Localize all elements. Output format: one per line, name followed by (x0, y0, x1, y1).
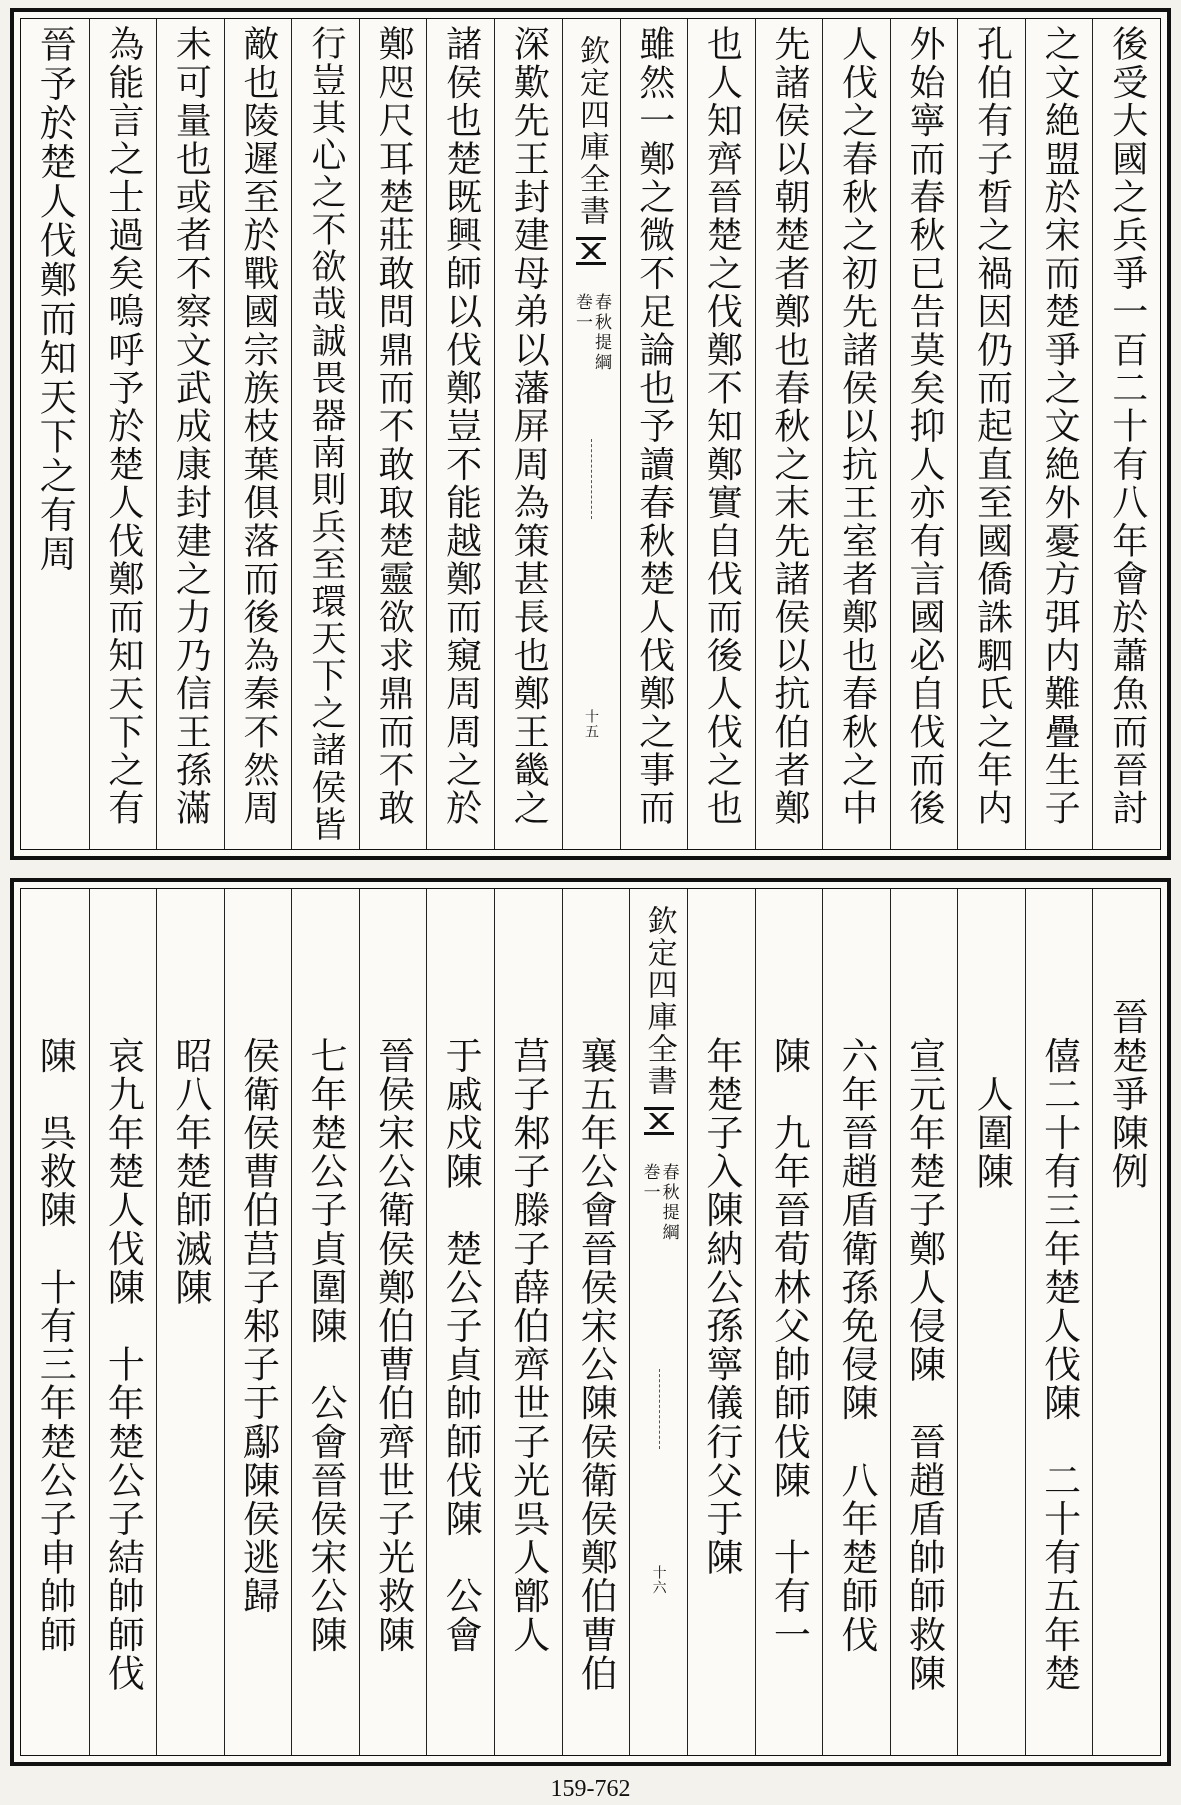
text-column (957, 889, 1025, 1755)
text-column (822, 19, 890, 849)
column-text: 哀九年楚人伐陳 十年楚公子結帥師伐 (101, 959, 145, 1693)
band-book-title: 春秋提綱 (658, 1163, 679, 1243)
column-text: 鄭咫尺耳楚莊敢問鼎而不敢取楚靈欲求鼎而不敢 (373, 25, 415, 828)
column-text: 先諸侯以朝楚者鄭也春秋之末先諸侯以抗伯者鄭 (768, 25, 810, 828)
column-text: 為能言之士過矣嗚呼予於楚人伐鄭而知天下之有 (102, 25, 144, 828)
fishtail-mark-icon (576, 237, 606, 265)
column-text: 後受大國之兵爭一百二十有八年會於蕭魚而晉討 (1106, 25, 1148, 828)
column-text: 侯衛侯曹伯莒子邾子于鄬陳侯逃歸 (236, 959, 280, 1616)
column-text: 深歎先王封建母弟以藩屏周為策甚長也鄭王畿之 (508, 25, 550, 828)
text-column (21, 19, 89, 849)
band-volume: 巻一 (639, 1163, 660, 1203)
text-column (1092, 19, 1160, 849)
text-column (687, 889, 755, 1755)
text-column (291, 19, 359, 849)
band-dash-line (591, 439, 592, 519)
text-column (957, 19, 1025, 849)
column-text: 六年晉趙盾衛孫免侵陳 八年楚師伐 (834, 959, 878, 1654)
band-title: 欽定四庫全書 (574, 35, 609, 227)
column-text: 諸侯也楚既興師以伐鄭豈不能越鄭而窺周周之於 (440, 25, 482, 828)
column-text: 宣元年楚子鄭人侵陳 晉趙盾帥師救陳 (902, 959, 946, 1693)
text-column (1025, 19, 1093, 849)
column-text: 年楚子入陳納公孫寧儀行父于陳 (699, 959, 743, 1577)
band-page-number: 十六 (650, 1565, 667, 1595)
text-column (1092, 889, 1160, 1755)
text-column (89, 889, 157, 1755)
text-column (620, 19, 688, 849)
column-text: 敵也陵遲至於戰國宗族枝葉俱落而後為秦不然周 (237, 25, 279, 828)
text-column (89, 19, 157, 849)
column-text: 孔伯有子晳之禍因仍而起直至國僑誅駟氏之年内 (971, 25, 1013, 828)
bottom-page (10, 878, 1171, 1766)
text-column (687, 19, 755, 849)
column-text: 未可量也或者不察文武成康封建之力乃信王孫滿 (170, 25, 212, 828)
column-text: 僖二十有三年楚人伐陳 二十有五年楚 (1037, 959, 1081, 1693)
fishtail-band (562, 19, 620, 849)
column-text: 晉楚爭陳例 (1105, 959, 1149, 1191)
band-book-title: 春秋提綱 (591, 293, 611, 373)
text-column (890, 19, 958, 849)
text-column (822, 889, 890, 1755)
band-subtitle (641, 1163, 677, 1243)
text-column (359, 19, 427, 849)
top-page (10, 8, 1171, 860)
column-text: 陳 九年晉荀林父帥師伐陳 十有一 (767, 959, 811, 1654)
fishtail-mark-icon (644, 1107, 674, 1135)
text-column (426, 19, 494, 849)
band-page-number: 十五 (583, 709, 599, 739)
column-text: 之文絶盟於宋而楚爭之文絶外憂方弭内難疊生子 (1039, 25, 1081, 828)
text-column (494, 19, 562, 849)
column-text: 人圍陳 (970, 959, 1014, 1191)
band-title: 欽定四庫全書 (641, 905, 677, 1097)
text-column (291, 889, 359, 1755)
band-volume: 巻一 (572, 293, 592, 333)
column-text: 昭八年楚師滅陳 (168, 959, 212, 1307)
text-column (426, 889, 494, 1755)
column-text: 也人知齊晉楚之伐鄭不知鄭實自伐而後人伐之也 (701, 25, 743, 828)
column-text: 于戚戍陳 楚公子貞帥師伐陳 公會 (439, 959, 483, 1654)
text-column (156, 889, 224, 1755)
fishtail-band (629, 889, 687, 1755)
column-text: 莒子邾子滕子薛伯齊世子光呉人鄫人 (506, 959, 550, 1654)
page-code: 159-762 (550, 1776, 631, 1802)
text-column (755, 889, 823, 1755)
column-text: 晉侯宋公衛侯鄭伯曹伯齊世子光救陳 (371, 959, 415, 1654)
text-column (1025, 889, 1093, 1755)
bottom-page-text-frame (20, 888, 1161, 1756)
column-text: 七年楚公子貞圍陳 公會晉侯宋公陳 (304, 959, 348, 1654)
column-text: 陳 呉救陳 十有三年楚公子申帥師 (33, 959, 77, 1654)
text-column (21, 889, 89, 1755)
text-column (224, 19, 292, 849)
text-column (224, 889, 292, 1755)
text-column (156, 19, 224, 849)
band-subtitle (573, 293, 609, 373)
top-page-text-frame (20, 18, 1161, 850)
text-column (890, 889, 958, 1755)
column-text: 晉予於楚人伐鄭而知天下之有周 (33, 25, 77, 574)
column-text: 人伐之春秋之初先諸侯以抗王室者鄭也春秋之中 (836, 25, 878, 828)
text-column (359, 889, 427, 1755)
text-column (494, 889, 562, 1755)
band-dash-line (659, 1369, 660, 1449)
column-text: 襄五年公會晉侯宋公陳侯衛侯鄭伯曹伯 (574, 959, 618, 1693)
column-text: 雖然一鄭之微不足論也予讀春秋楚人伐鄭之事而 (633, 25, 675, 828)
column-text: 外始寧而春秋已告莫矣抑人亦有言國必自伐而後 (904, 25, 946, 828)
text-column (562, 889, 630, 1755)
text-column (755, 19, 823, 849)
column-text: 行豈其心之不欲哉誠畏器南則兵至環天下之諸侯皆 (306, 25, 347, 844)
